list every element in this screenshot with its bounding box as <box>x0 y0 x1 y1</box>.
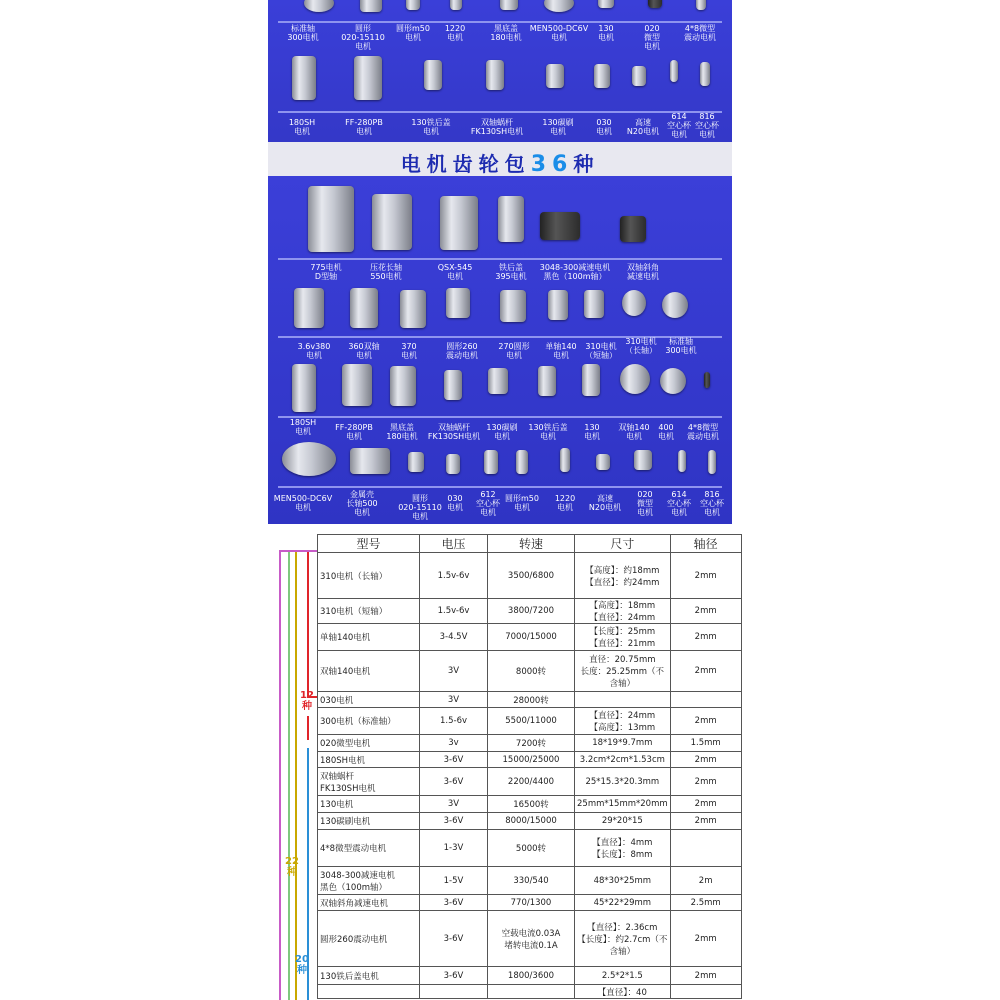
cell-shaft: 2mm <box>670 796 741 813</box>
cell-shaft <box>670 985 741 999</box>
motor-label: 单轴140 电机 <box>545 342 577 360</box>
cell-size: 【长度】：25mm 【直径】：21mm <box>575 624 671 651</box>
cell-voltage: 3-6V <box>420 967 488 985</box>
table-row <box>318 768 742 796</box>
cell-shaft: 2mm <box>670 752 741 768</box>
cell-shaft: 2mm <box>670 911 741 967</box>
cell-voltage: 3-4.5V <box>420 624 488 651</box>
table-row <box>318 967 742 985</box>
motor-label: 614 空心杯 电机 <box>667 112 691 139</box>
motor-label: 3048-300减速电机 黑色（100m轴） <box>539 263 611 281</box>
motor-image <box>660 368 686 394</box>
cell-model: 130铁后盖电机 <box>318 967 420 985</box>
motor-label: 1220 电机 <box>444 24 466 42</box>
divider-line <box>278 486 722 488</box>
cell-speed: 330/540 <box>488 867 575 895</box>
cell-model: 130电机 <box>318 796 420 813</box>
cell-size: 【直径】：4mm 【长度】：8mm <box>575 830 671 867</box>
cell-shaft: 2mm <box>670 599 741 624</box>
cell-shaft: 2m <box>670 867 741 895</box>
motor-image <box>406 0 420 10</box>
divider-line <box>278 416 722 418</box>
table-row <box>318 624 742 651</box>
cell-shaft: 2mm <box>670 967 741 985</box>
motor-image <box>560 448 570 472</box>
motor-label: 高速 N20电机 <box>588 494 622 512</box>
motor-label: 030 电机 <box>447 494 463 512</box>
cell-model: 3048-300减速电机 黑色（100m轴） <box>318 867 420 895</box>
cell-shaft: 2mm <box>670 813 741 830</box>
cell-model: 130碳刷电机 <box>318 813 420 830</box>
motor-image <box>440 196 478 250</box>
cell-speed: 1800/3600 <box>488 967 575 985</box>
cell-voltage <box>420 985 488 999</box>
motor-image <box>678 450 686 472</box>
cell-size: 【高度】：18mm 【直径】：24mm <box>575 599 671 624</box>
cell-shaft: 2mm <box>670 708 741 735</box>
cell-size: 25*15.3*20.3mm <box>575 768 671 796</box>
cell-voltage: 1.5v-6v <box>420 553 488 599</box>
table-header-row <box>318 535 742 553</box>
motor-label: 铁后盖 395电机 <box>495 263 527 281</box>
cell-speed <box>488 985 575 999</box>
motor-image <box>620 216 646 242</box>
motor-image <box>662 292 688 318</box>
cell-size: 【高度】：约18mm 【直径】：约24mm <box>575 553 671 599</box>
motor-image <box>486 60 504 90</box>
motor-label: 130铁后盖 电机 <box>528 423 568 441</box>
table-row <box>318 692 742 708</box>
header-shaft: 轴径 <box>670 535 741 553</box>
motor-image <box>446 454 460 474</box>
motor-label: 030 电机 <box>596 118 612 136</box>
motor-image <box>354 56 382 100</box>
motor-label: 816 空心杯 电机 <box>700 490 724 517</box>
cell-speed: 16500转 <box>488 796 575 813</box>
header-speed: 转速 <box>488 535 575 553</box>
motor-label: 金属壳 长轴500 电机 <box>346 490 378 517</box>
bracket-line <box>307 552 309 698</box>
cell-size: 45*22*29mm <box>575 895 671 911</box>
cell-voltage: 1-5V <box>420 867 488 895</box>
motor-image <box>540 212 580 240</box>
cell-speed: 空载电流0.03A 堵转电流0.1A <box>488 911 575 967</box>
cell-voltage: 3V <box>420 692 488 708</box>
motor-label: 180SH 电机 <box>288 118 316 136</box>
motor-image <box>594 64 610 88</box>
cell-speed: 5000转 <box>488 830 575 867</box>
banner-suffix: 种 <box>573 152 600 176</box>
cell-size: 【直径】：2.36cm 【长度】：约2.7cm（不含轴） <box>575 911 671 967</box>
bracket-line <box>279 550 317 552</box>
motor-label: 130碳刷 电机 <box>542 118 574 136</box>
motor-label: 400 电机 <box>658 423 674 441</box>
motor-image <box>424 60 442 90</box>
motor-label: MEN500-DC6V 电机 <box>273 494 333 512</box>
table-row <box>318 796 742 813</box>
table-row <box>318 708 742 735</box>
motor-label: 775电机 D型轴 <box>310 263 342 281</box>
cell-shaft: 2.5mm <box>670 895 741 911</box>
motor-label: 4*8微型 震动电机 <box>687 423 719 441</box>
cell-size: 25mm*15mm*20mm <box>575 796 671 813</box>
cell-voltage: 1-3V <box>420 830 488 867</box>
motor-label: 4*8微型 震动电机 <box>684 24 716 42</box>
motor-image <box>350 448 390 474</box>
motor-label: 360双轴 电机 <box>348 342 380 360</box>
motor-image <box>582 364 600 396</box>
header-model: 型号 <box>318 535 420 553</box>
table-row <box>318 735 742 752</box>
motor-image <box>350 288 378 328</box>
cell-voltage: 1.5-6v <box>420 708 488 735</box>
cell-model: 300电机（标准轴） <box>318 708 420 735</box>
motor-image <box>292 56 316 100</box>
motor-label: 370 电机 <box>401 342 417 360</box>
motor-image <box>308 186 354 252</box>
motor-image <box>400 290 426 328</box>
bracket-line <box>288 552 290 1000</box>
motor-image <box>360 0 382 12</box>
motor-label: 130碳刷 电机 <box>486 423 518 441</box>
cell-model: 4*8微型震动电机 <box>318 830 420 867</box>
cell-voltage: 1.5v-6v <box>420 599 488 624</box>
motor-image <box>282 442 336 476</box>
table-row <box>318 813 742 830</box>
bracket-line <box>295 552 297 1000</box>
table-body <box>318 553 742 999</box>
cell-speed: 770/1300 <box>488 895 575 911</box>
motor-image <box>648 0 662 8</box>
cell-size: 【直径】：40 <box>575 985 671 999</box>
cell-size: 【直径】：24mm 【高度】：13mm <box>575 708 671 735</box>
table-row <box>318 895 742 911</box>
motor-label: 标准轴 300电机 <box>287 24 319 42</box>
group-count-22: 22 种 <box>285 856 299 878</box>
cell-speed: 3800/7200 <box>488 599 575 624</box>
table-row <box>318 830 742 867</box>
motor-label: 612 空心杯 电机 <box>476 490 500 517</box>
motor-label: QSX-545 电机 <box>437 263 473 281</box>
group-count-20: 20 种 <box>295 954 309 976</box>
cell-size: 18*19*9.7mm <box>575 735 671 752</box>
motor-image <box>584 290 604 318</box>
cell-model: 单轴140电机 <box>318 624 420 651</box>
motor-image <box>700 62 710 86</box>
motor-label: FF-280PB 电机 <box>345 118 383 136</box>
motor-label: 双轴140 电机 <box>618 423 650 441</box>
motor-image <box>500 290 526 322</box>
motor-label: 270圆形 电机 <box>498 342 530 360</box>
motor-image <box>708 450 716 474</box>
motor-label: 标准轴 300电机 <box>665 337 697 355</box>
motor-label: 310电机 （短轴） <box>585 342 617 360</box>
cell-size <box>575 692 671 708</box>
motor-image <box>372 194 412 250</box>
cell-model: 020微型电机 <box>318 735 420 752</box>
cell-shaft: 1.5mm <box>670 735 741 752</box>
table-row <box>318 867 742 895</box>
motor-image <box>498 196 524 242</box>
table-row <box>318 553 742 599</box>
motor-image <box>488 368 508 394</box>
cell-model: 030电机 <box>318 692 420 708</box>
motor-label: 020 微型 电机 <box>637 490 653 517</box>
table-row <box>318 752 742 768</box>
motor-label: 圆形m50 电机 <box>396 24 430 42</box>
cell-voltage: 3V <box>420 796 488 813</box>
motor-label: 614 空心杯 电机 <box>667 490 691 517</box>
cell-model <box>318 985 420 999</box>
motor-label: 310电机 （长轴） <box>625 337 657 355</box>
motor-image <box>342 364 372 406</box>
cell-voltage: 3-6V <box>420 752 488 768</box>
banner-text: 电机齿轮包 <box>400 152 531 176</box>
banner-title <box>268 148 732 177</box>
cell-voltage: 3V <box>420 651 488 692</box>
motor-label: MEN500-DC6V 电机 <box>529 24 589 42</box>
cell-shaft: 2mm <box>670 624 741 651</box>
table-row <box>318 599 742 624</box>
motor-label: 816 空心杯 电机 <box>695 112 719 139</box>
cell-speed: 28000转 <box>488 692 575 708</box>
cell-model: 双轴斜角减速电机 <box>318 895 420 911</box>
table-row <box>318 651 742 692</box>
cell-voltage: 3-6V <box>420 813 488 830</box>
cell-voltage: 3-6V <box>420 895 488 911</box>
motor-label: 圆形 020-15110 电机 <box>398 494 442 521</box>
motor-image <box>516 450 528 474</box>
motor-label: 双轴蜗杆 FK130SH电机 <box>470 118 524 136</box>
cell-speed: 8000/15000 <box>488 813 575 830</box>
motor-label: 高速 N20电机 <box>626 118 660 136</box>
cell-speed: 7200转 <box>488 735 575 752</box>
table-row <box>318 985 742 999</box>
motor-label: 130 电机 <box>598 24 614 42</box>
cell-model: 圆形260震动电机 <box>318 911 420 967</box>
cell-speed: 5500/11000 <box>488 708 575 735</box>
motor-image <box>390 366 416 406</box>
banner-number: 36 <box>530 152 574 177</box>
cell-model: 双轴140电机 <box>318 651 420 692</box>
motor-image <box>294 288 324 328</box>
motor-label: 压花长轴 550电机 <box>370 263 402 281</box>
bracket-line <box>279 552 281 1000</box>
motor-label: 3.6v380 电机 <box>297 342 331 360</box>
motor-image <box>546 64 564 88</box>
motor-image <box>670 60 678 82</box>
motor-image <box>548 290 568 320</box>
motor-image <box>484 450 498 474</box>
motor-image <box>444 370 462 400</box>
motor-label: 1220 电机 <box>554 494 576 512</box>
cell-shaft <box>670 830 741 867</box>
motor-image <box>538 366 556 396</box>
motor-label: 双轴斜角 减速电机 <box>627 263 659 281</box>
cell-size: 2.5*2*1.5 <box>575 967 671 985</box>
spec-table <box>317 534 742 999</box>
cell-model: 310电机（长轴） <box>318 553 420 599</box>
motor-image <box>622 290 646 316</box>
cell-speed: 8000转 <box>488 651 575 692</box>
cell-voltage: 3-6V <box>420 911 488 967</box>
motor-image <box>500 0 518 10</box>
motor-image <box>446 288 470 318</box>
table-row <box>318 911 742 967</box>
cell-voltage: 3-6V <box>420 768 488 796</box>
cell-size: 直径：20.75mm 长度：25.25mm（不含轴） <box>575 651 671 692</box>
header-size: 尺寸 <box>575 535 671 553</box>
motor-label: 圆形 020-15110 电机 <box>341 24 385 51</box>
cell-shaft: 2mm <box>670 768 741 796</box>
cell-model: 180SH电机 <box>318 752 420 768</box>
cell-model: 双轴蜗杆 FK130SH电机 <box>318 768 420 796</box>
product-photo-panel <box>268 0 732 524</box>
motor-image <box>696 0 706 10</box>
cell-size: 3.2cm*2cm*1.53cm <box>575 752 671 768</box>
motor-label: 双轴蜗杆 FK130SH电机 <box>427 423 481 441</box>
cell-size: 29*20*15 <box>575 813 671 830</box>
motor-image <box>596 454 610 470</box>
bracket-line <box>307 716 309 740</box>
cell-model: 310电机（短轴） <box>318 599 420 624</box>
motor-label: 130 电机 <box>584 423 600 441</box>
motor-image <box>632 66 646 86</box>
motor-label: 圆形m50 电机 <box>505 494 539 512</box>
divider-line <box>278 258 722 260</box>
motor-image <box>634 450 652 470</box>
cell-shaft: 2mm <box>670 651 741 692</box>
motor-label: 020 微型 电机 <box>644 24 660 51</box>
group-count-12: 12 种 <box>300 690 314 712</box>
motor-label: 黑底盖 180电机 <box>490 24 522 42</box>
motor-label: 圆形260 震动电机 <box>446 342 478 360</box>
cell-speed: 3500/6800 <box>488 553 575 599</box>
motor-image <box>620 364 650 394</box>
cell-speed: 15000/25000 <box>488 752 575 768</box>
motor-label: 180SH 电机 <box>289 418 317 436</box>
motor-image <box>408 452 424 472</box>
motor-label: FF-280PB 电机 <box>335 423 373 441</box>
cell-voltage: 3v <box>420 735 488 752</box>
motor-image <box>704 372 710 388</box>
motor-image <box>450 0 462 10</box>
motor-label: 130铁后盖 电机 <box>411 118 451 136</box>
cell-size: 48*30*25mm <box>575 867 671 895</box>
divider-line <box>278 21 722 23</box>
header-voltage: 电压 <box>420 535 488 553</box>
motor-image <box>598 0 614 8</box>
cell-speed: 7000/15000 <box>488 624 575 651</box>
motor-image <box>292 364 316 412</box>
motor-label: 黑底盖 180电机 <box>386 423 418 441</box>
cell-shaft <box>670 692 741 708</box>
cell-shaft: 2mm <box>670 553 741 599</box>
cell-speed: 2200/4400 <box>488 768 575 796</box>
